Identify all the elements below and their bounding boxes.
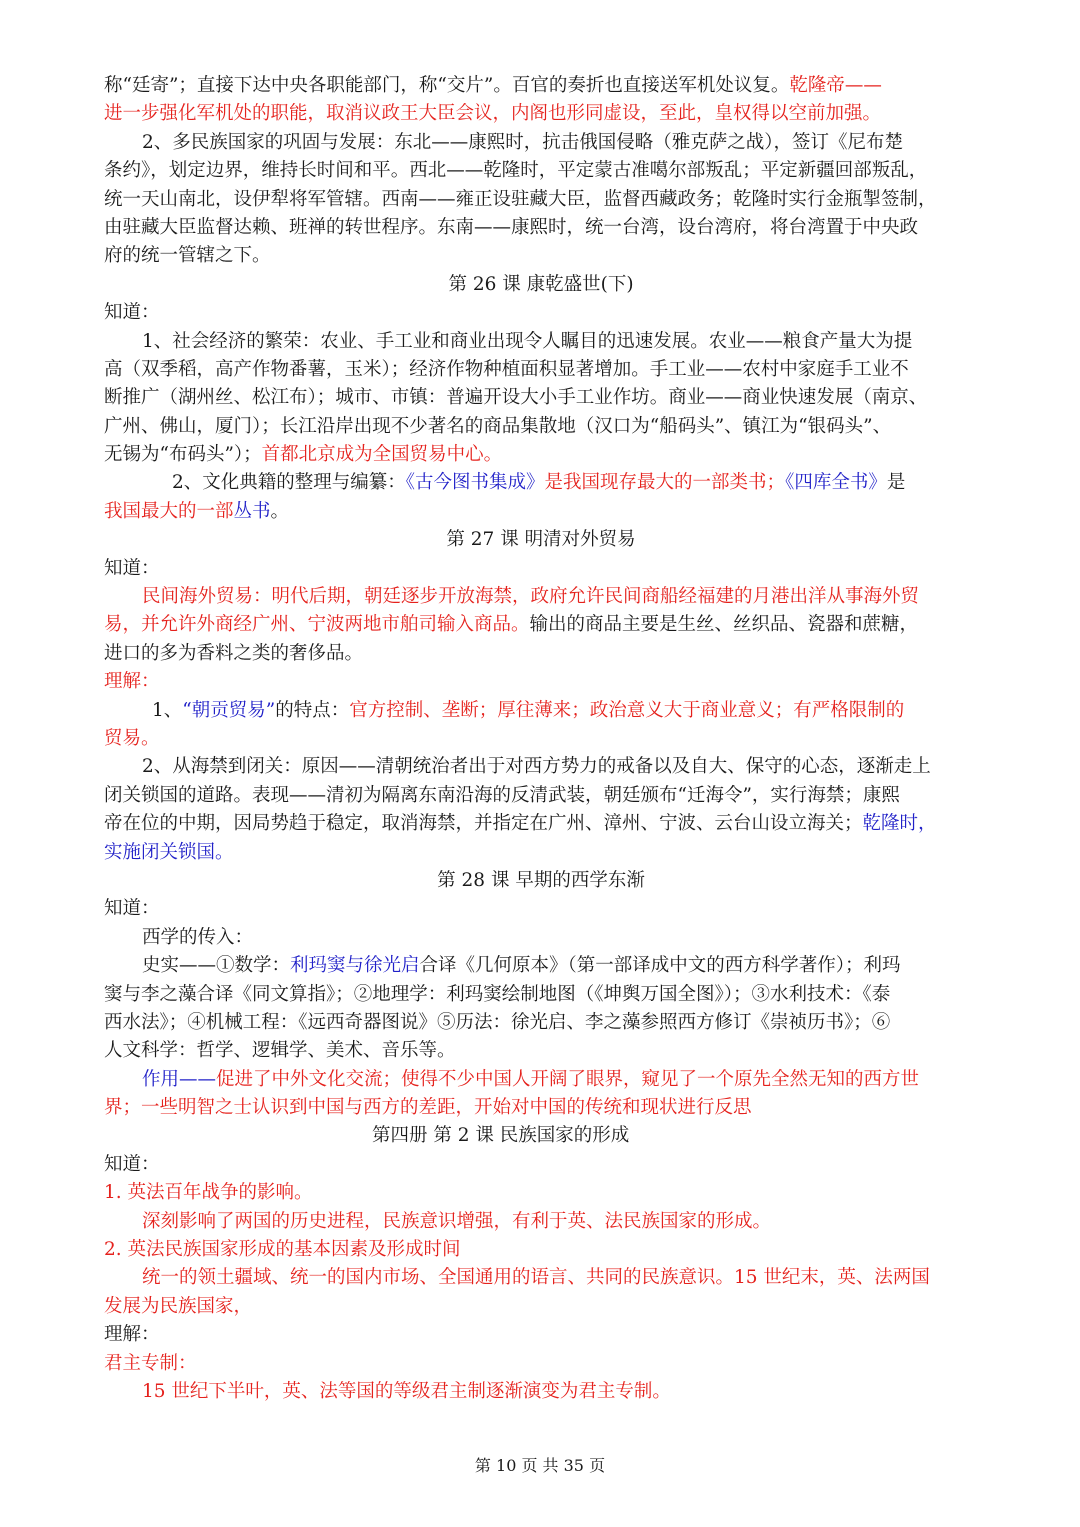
document-body bbox=[104, 72, 978, 1406]
text-segment: 是 bbox=[886, 472, 906, 494]
text-segment: 合译《几何原本》（第一部译成中文的西方科学著作）；利玛 bbox=[419, 955, 901, 977]
section-label bbox=[104, 299, 978, 327]
text-segment: 知道： bbox=[104, 898, 160, 920]
text-line bbox=[104, 782, 978, 810]
text-segment: 作用—— bbox=[142, 1068, 217, 1090]
text-segment: 丛书 bbox=[233, 500, 271, 522]
text-line bbox=[104, 1378, 978, 1406]
text-segment: 官方控制、垄断；厚往薄来；政治意义大于商业意义；有严格限制的 bbox=[349, 699, 905, 721]
text-line bbox=[104, 1350, 978, 1378]
text-segment: 15 世纪下半叶，英、法等国的等级君主制逐渐演变为君主专制。 bbox=[142, 1380, 671, 1402]
text-segment: 广州、佛山，厦门）；长江沿岸出现不少著名的商品集散地（汉口为“船码头”、镇江为“银码头”、 bbox=[104, 415, 892, 437]
section-label bbox=[104, 555, 978, 583]
text-segment: 理解： bbox=[104, 1324, 160, 1346]
text-line bbox=[104, 129, 978, 157]
text-line bbox=[104, 242, 978, 270]
text-line bbox=[104, 810, 978, 838]
text-line bbox=[104, 611, 978, 639]
text-segment: 易，并允许外商经广州、宁波两地市舶司输入商品。 bbox=[104, 614, 530, 636]
text-line bbox=[104, 1009, 978, 1037]
text-line bbox=[104, 1094, 978, 1122]
text-segment: 统一天山南北，设伊犁将军管辖。西南——雍正设驻藏大臣，监督西藏政务；乾隆时实行金瓶掣签制， bbox=[104, 188, 937, 210]
text-line bbox=[104, 1179, 978, 1207]
text-segment: 2、从海禁到闭关：原因——清朝统治者出于对西方势力的戒备以及自大、保守的心态，逐渐走上 bbox=[142, 756, 931, 778]
text-segment: 无锡为“布码头”）； bbox=[104, 444, 262, 466]
page-number: 第 10 页 共 35 页 bbox=[474, 1456, 606, 1475]
section-label bbox=[104, 1151, 978, 1179]
text-segment: 西学的传入： bbox=[142, 926, 254, 948]
text-line bbox=[104, 1208, 978, 1236]
text-line bbox=[104, 498, 978, 526]
text-segment: 断推广（湖州丝、松江布）；城市、市镇：普遍开设大小手工业作坊。商业——商业快速发展（南京、 bbox=[104, 387, 928, 409]
text-segment: 促进了中外文化交流；使得不少中国人开阔了眼界，窥见了一个原先全然无知的西方世 bbox=[216, 1068, 920, 1090]
text-segment: 西水法》；④机械工程：《远西奇器图说》⑤历法：徐光启、李之藻参照西方修订《崇祯历书》；⑥ bbox=[104, 1011, 891, 1033]
lesson-title bbox=[104, 1122, 978, 1150]
text-line bbox=[104, 1264, 978, 1292]
text-line bbox=[104, 981, 978, 1009]
text-line bbox=[104, 328, 978, 356]
text-segment: 1. 英法百年战争的影响。 bbox=[104, 1182, 313, 1204]
text-segment: 1、 bbox=[152, 699, 183, 721]
text-segment: 贸易。 bbox=[104, 727, 160, 749]
text-line bbox=[104, 1293, 978, 1321]
text-segment: 第四册 第 2 课 民族国家的形成 bbox=[372, 1125, 630, 1147]
text-segment: 的特点： bbox=[275, 699, 350, 721]
text-line bbox=[104, 469, 978, 497]
text-segment: 深刻影响了两国的历史进程，民族意识增强，有利于英、法民族国家的形成。 bbox=[142, 1210, 772, 1232]
lesson-title bbox=[104, 271, 978, 299]
text-segment: 乾隆时， bbox=[862, 813, 937, 835]
text-segment: 府的统一管辖之下。 bbox=[104, 245, 271, 267]
text-segment: 条约》，划定边界，维持长时间和平。西北——乾隆时，平定蒙古准噶尔部叛乱；平定新疆回部叛乱， bbox=[104, 160, 928, 182]
text-segment: 实施闭关锁国。 bbox=[104, 841, 234, 863]
text-segment: 2、多民族国家的巩固与发展：东北——康熙时，抗击俄国侵略（雅克萨之战），签订《尼布楚 bbox=[142, 131, 904, 153]
text-segment: 界；一些明智之士认识到中国与西方的差距，开始对中国的传统和现状进行反思 bbox=[104, 1097, 752, 1119]
text-segment: 我国最大的一部 bbox=[104, 500, 234, 522]
text-segment: 进一步强化军机处的职能，取消议政王大臣会议，内阁也形同虚设，至此，皇权得以空前加强。 bbox=[104, 103, 882, 125]
text-line bbox=[104, 441, 978, 469]
text-line bbox=[104, 1066, 978, 1094]
text-segment: 由驻藏大臣监督达赖、班禅的转世程序。东南——康熙时，统一台湾，设台湾府，将台湾置于中央政 bbox=[104, 216, 919, 238]
text-line bbox=[104, 214, 978, 242]
text-segment: 利玛窦与徐光启 bbox=[290, 955, 420, 977]
text-line bbox=[104, 839, 978, 867]
text-line bbox=[104, 640, 978, 668]
text-segment: 闭关锁国的道路。表现——清初为隔离东南沿海的反清武装，朝廷颁布“迁海令”，实行海禁；康熙 bbox=[104, 784, 900, 806]
text-segment: 君主专制： bbox=[104, 1352, 197, 1374]
text-segment: 2、文化典籍的整理与编纂： bbox=[172, 472, 406, 494]
text-line bbox=[104, 100, 978, 128]
text-segment: 人文科学：哲学、逻辑学、美术、音乐等。 bbox=[104, 1040, 456, 1062]
text-segment: “朝贡贸易” bbox=[182, 699, 276, 721]
text-segment: 称“廷寄”；直接下达中央各职能部门，称“交片”。百官的奏折也直接送军机处议复。 bbox=[104, 75, 790, 96]
text-line bbox=[104, 583, 978, 611]
text-line bbox=[104, 72, 978, 100]
text-line bbox=[104, 725, 978, 753]
text-segment: 《四库全书》 bbox=[785, 472, 887, 494]
text-segment: 第 26 课 康乾盛世(下) bbox=[448, 273, 634, 295]
text-segment: 统一的领土疆域、统一的国内市场、全国通用的语言、共同的民族意识。15 世纪末，英、法两国 bbox=[142, 1267, 930, 1289]
text-segment: 理解： bbox=[104, 671, 160, 693]
text-segment: 知道： bbox=[104, 557, 160, 579]
text-segment: 首都北京成为全国贸易中心。 bbox=[261, 444, 503, 466]
text-line bbox=[104, 753, 978, 781]
text-segment: 2. 英法民族国家形成的基本因素及形成时间 bbox=[104, 1239, 461, 1261]
text-segment: 第 27 课 明清对外贸易 bbox=[446, 529, 636, 551]
text-segment: 知道： bbox=[104, 1153, 160, 1175]
text-line bbox=[104, 924, 978, 952]
text-line bbox=[104, 356, 978, 384]
lesson-title bbox=[104, 867, 978, 895]
text-segment: 发展为民族国家， bbox=[104, 1295, 253, 1317]
text-segment: 输出的商品主要是生丝、丝织品、瓷器和蔗糖， bbox=[529, 614, 919, 636]
text-segment: 进口的多为香料之类的奢侈品。 bbox=[104, 642, 364, 664]
text-segment: 。 bbox=[270, 500, 290, 522]
text-segment: 《古今图书集成》 bbox=[405, 472, 545, 494]
text-segment: 1、社会经济的繁荣：农业、手工业和商业出现令人瞩目的迅速发展。农业——粮食产量大为提 bbox=[142, 330, 913, 352]
text-segment: 是我国现存最大的一部类书； bbox=[544, 472, 786, 494]
text-segment: 窦与李之藻合译《同文算指》；②地理学：利玛窦绘制地图（《坤舆万国全图》）；③水利技术：《泰 bbox=[104, 983, 891, 1005]
text-line bbox=[104, 1037, 978, 1065]
section-label bbox=[104, 1321, 978, 1349]
text-line bbox=[104, 1236, 978, 1264]
text-segment: 第 28 课 早期的西学东渐 bbox=[437, 869, 645, 891]
text-line bbox=[104, 697, 978, 725]
text-segment: 知道： bbox=[104, 302, 160, 324]
text-segment: 民间海外贸易：明代后期，朝廷逐步开放海禁，政府允许民间商船经福建的月港出洋从事海外贸 bbox=[142, 586, 920, 608]
text-line bbox=[104, 157, 978, 185]
lesson-title bbox=[104, 526, 978, 554]
section-label bbox=[104, 668, 978, 696]
text-segment: 帝在位的中期，因局势趋于稳定，取消海禁，并指定在广州、漳州、宁波、云台山设立海关； bbox=[104, 813, 863, 835]
text-line bbox=[104, 384, 978, 412]
text-line bbox=[104, 952, 978, 980]
text-segment: 乾隆帝—— bbox=[789, 75, 882, 96]
section-label bbox=[104, 895, 978, 923]
text-line bbox=[104, 186, 978, 214]
text-segment: 高（双季稻，高产作物番薯，玉米）；经济作物种植面积显著增加。手工业——农村中家庭手工业不 bbox=[104, 358, 909, 380]
text-line bbox=[104, 413, 978, 441]
text-segment: 史实——①数学： bbox=[142, 955, 291, 977]
